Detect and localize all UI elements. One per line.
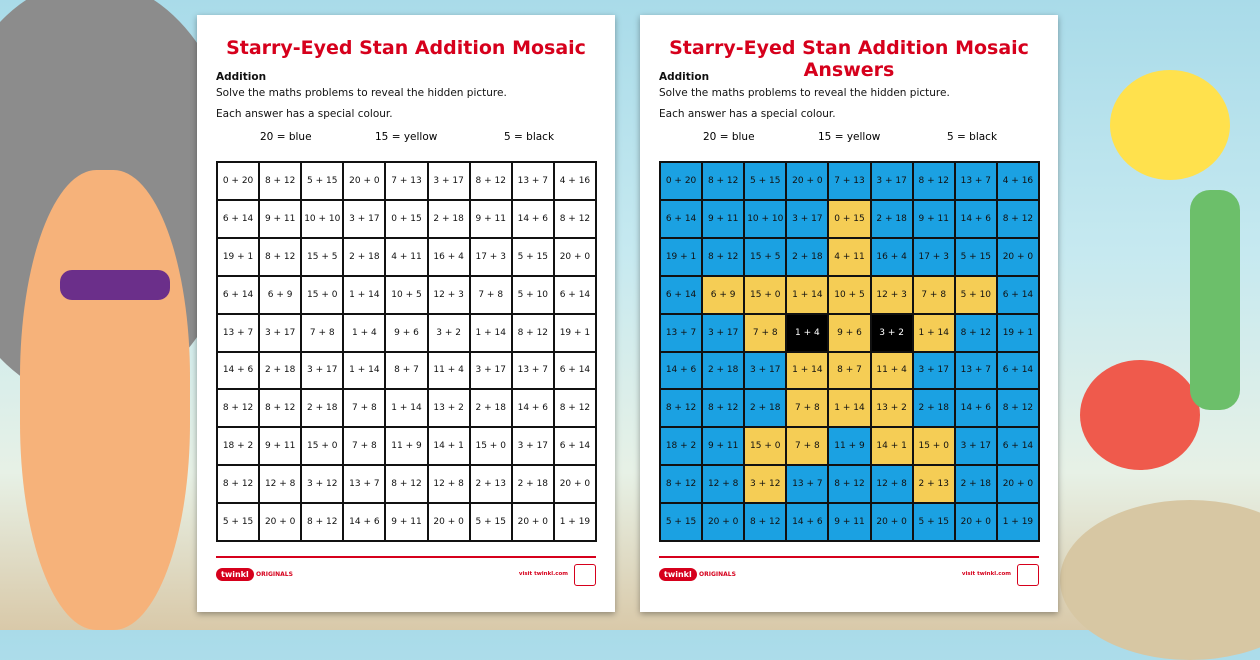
- grid-cell: 16 + 4: [428, 238, 470, 276]
- grid-cell: 3 + 17: [343, 200, 385, 238]
- grid-cell: 8 + 12: [217, 465, 259, 503]
- grid-cell: 12 + 8: [259, 465, 301, 503]
- grid-cell: 8 + 12: [470, 162, 512, 200]
- grid-cell: 19 + 1: [217, 238, 259, 276]
- grid-cell: 8 + 12: [259, 389, 301, 427]
- key-blue: 20 = blue: [260, 131, 312, 143]
- grid-cell: 9 + 6: [828, 314, 870, 352]
- worksheet-page: [197, 15, 615, 612]
- grid-cell: 20 + 0: [554, 465, 596, 503]
- grid-cell: 6 + 14: [660, 276, 702, 314]
- grid-cell: 8 + 12: [913, 162, 955, 200]
- instruction-text: Solve the maths problems to reveal the hidden picture.: [216, 87, 507, 99]
- grid-cell: 8 + 12: [259, 162, 301, 200]
- note-text: Each answer has a special colour.: [659, 108, 836, 120]
- grid-cell: 17 + 3: [913, 238, 955, 276]
- note-text: Each answer has a special colour.: [216, 108, 393, 120]
- grid-cell: 14 + 6: [786, 503, 828, 541]
- grid-cell: 1 + 14: [786, 276, 828, 314]
- key-yellow: 15 = yellow: [375, 131, 438, 143]
- mosaic-grid: [216, 161, 597, 542]
- grid-cell: 13 + 7: [786, 465, 828, 503]
- grid-cell: 8 + 12: [259, 238, 301, 276]
- grid-cell: 8 + 12: [660, 465, 702, 503]
- grid-cell: 9 + 11: [702, 200, 744, 238]
- grid-cell: 13 + 7: [217, 314, 259, 352]
- grid-cell: 18 + 2: [660, 427, 702, 465]
- grid-cell: 15 + 0: [744, 427, 786, 465]
- grid-cell: 2 + 18: [702, 352, 744, 390]
- grid-cell: 10 + 5: [385, 276, 427, 314]
- grid-cell: 6 + 14: [554, 352, 596, 390]
- grid-cell: 13 + 2: [428, 389, 470, 427]
- grid-cell: 6 + 14: [997, 352, 1039, 390]
- twinkl-badge-icon: [574, 564, 596, 586]
- grid-cell: 1 + 14: [385, 389, 427, 427]
- grid-cell: 1 + 4: [343, 314, 385, 352]
- grid-cell: 2 + 18: [259, 352, 301, 390]
- grid-cell: 11 + 9: [385, 427, 427, 465]
- grid-cell: 3 + 12: [744, 465, 786, 503]
- grid-cell: 5 + 15: [660, 503, 702, 541]
- grid-cell: 7 + 13: [828, 162, 870, 200]
- grid-cell: 2 + 18: [343, 238, 385, 276]
- grid-cell: 20 + 0: [512, 503, 554, 541]
- grid-cell: 8 + 12: [997, 200, 1039, 238]
- grid-cell: 7 + 8: [343, 427, 385, 465]
- grid-cell: 6 + 14: [997, 427, 1039, 465]
- grid-cell: 20 + 0: [702, 503, 744, 541]
- grid-cell: 6 + 9: [259, 276, 301, 314]
- background-seaweed: [1190, 190, 1240, 410]
- grid-cell: 20 + 0: [997, 238, 1039, 276]
- grid-cell: 14 + 6: [955, 389, 997, 427]
- grid-cell: 1 + 19: [554, 503, 596, 541]
- background-sunglasses: [60, 270, 170, 300]
- background-coral: [1080, 360, 1200, 470]
- grid-cell: 9 + 6: [385, 314, 427, 352]
- grid-cell: 2 + 13: [913, 465, 955, 503]
- grid-cell: 15 + 0: [301, 427, 343, 465]
- grid-cell: 9 + 11: [259, 200, 301, 238]
- grid-cell: 3 + 17: [259, 314, 301, 352]
- grid-cell: 20 + 0: [871, 503, 913, 541]
- grid-cell: 19 + 1: [660, 238, 702, 276]
- grid-cell: 8 + 12: [554, 389, 596, 427]
- grid-cell: 3 + 2: [428, 314, 470, 352]
- grid-cell: 14 + 6: [660, 352, 702, 390]
- grid-cell: 4 + 11: [385, 238, 427, 276]
- twinkl-logo: twinkl: [216, 568, 254, 581]
- instruction-text: Solve the maths problems to reveal the hidden picture.: [659, 87, 950, 99]
- grid-cell: 8 + 7: [385, 352, 427, 390]
- grid-cell: 18 + 2: [217, 427, 259, 465]
- grid-cell: 12 + 8: [871, 465, 913, 503]
- twinkl-badge-icon: [1017, 564, 1039, 586]
- grid-cell: 8 + 7: [828, 352, 870, 390]
- originals-label: ORIGINALS: [699, 571, 736, 578]
- footer-url: visit twinkl.com: [961, 571, 1011, 577]
- grid-cell: 0 + 20: [660, 162, 702, 200]
- grid-cell: 2 + 18: [470, 389, 512, 427]
- grid-cell: 7 + 8: [913, 276, 955, 314]
- grid-cell: 11 + 4: [428, 352, 470, 390]
- grid-cell: 7 + 8: [343, 389, 385, 427]
- grid-cell: 13 + 7: [955, 162, 997, 200]
- grid-cell: 3 + 17: [955, 427, 997, 465]
- grid-cell: 20 + 0: [955, 503, 997, 541]
- grid-cell: 1 + 14: [343, 352, 385, 390]
- grid-cell: 3 + 12: [301, 465, 343, 503]
- answers-page: [640, 15, 1058, 612]
- grid-cell: 15 + 5: [744, 238, 786, 276]
- grid-cell: 5 + 15: [301, 162, 343, 200]
- grid-cell: 1 + 14: [343, 276, 385, 314]
- grid-cell: 15 + 0: [913, 427, 955, 465]
- grid-cell: 8 + 12: [744, 503, 786, 541]
- grid-cell: 16 + 4: [871, 238, 913, 276]
- grid-cell: 3 + 2: [871, 314, 913, 352]
- grid-cell: 10 + 10: [744, 200, 786, 238]
- footer: [216, 556, 596, 579]
- grid-cell: 2 + 18: [428, 200, 470, 238]
- grid-cell: 0 + 15: [385, 200, 427, 238]
- grid-cell: 19 + 1: [997, 314, 1039, 352]
- grid-cell: 8 + 12: [301, 503, 343, 541]
- grid-cell: 9 + 11: [470, 200, 512, 238]
- grid-cell: 20 + 0: [428, 503, 470, 541]
- grid-cell: 1 + 14: [913, 314, 955, 352]
- grid-cell: 20 + 0: [343, 162, 385, 200]
- grid-cell: 19 + 1: [554, 314, 596, 352]
- grid-cell: 11 + 4: [871, 352, 913, 390]
- grid-cell: 20 + 0: [554, 238, 596, 276]
- grid-cell: 0 + 20: [217, 162, 259, 200]
- grid-cell: 10 + 5: [828, 276, 870, 314]
- grid-cell: 14 + 6: [217, 352, 259, 390]
- grid-cell: 7 + 8: [786, 427, 828, 465]
- grid-cell: 3 + 17: [702, 314, 744, 352]
- grid-cell: 2 + 18: [955, 465, 997, 503]
- grid-cell: 5 + 15: [217, 503, 259, 541]
- grid-cell: 0 + 15: [828, 200, 870, 238]
- grid-cell: 7 + 13: [385, 162, 427, 200]
- grid-cell: 6 + 14: [660, 200, 702, 238]
- grid-cell: 5 + 15: [470, 503, 512, 541]
- footer-url: visit twinkl.com: [518, 571, 568, 577]
- grid-cell: 3 + 17: [512, 427, 554, 465]
- background-sand: [1060, 500, 1260, 660]
- grid-cell: 6 + 9: [702, 276, 744, 314]
- grid-cell: 8 + 12: [702, 238, 744, 276]
- grid-cell: 8 + 12: [217, 389, 259, 427]
- grid-cell: 8 + 12: [660, 389, 702, 427]
- grid-cell: 8 + 12: [702, 389, 744, 427]
- grid-cell: 4 + 16: [554, 162, 596, 200]
- grid-cell: 20 + 0: [786, 162, 828, 200]
- grid-cell: 8 + 12: [702, 162, 744, 200]
- grid-cell: 5 + 15: [744, 162, 786, 200]
- grid-cell: 14 + 6: [955, 200, 997, 238]
- grid-cell: 8 + 12: [828, 465, 870, 503]
- grid-cell: 14 + 1: [871, 427, 913, 465]
- grid-cell: 13 + 7: [512, 352, 554, 390]
- background-fish: [1110, 70, 1230, 180]
- grid-cell: 6 + 14: [217, 200, 259, 238]
- background-starfish-character: [20, 170, 190, 630]
- grid-cell: 3 + 17: [786, 200, 828, 238]
- grid-cell: 14 + 1: [428, 427, 470, 465]
- grid-cell: 13 + 7: [512, 162, 554, 200]
- grid-cell: 5 + 15: [512, 238, 554, 276]
- grid-cell: 2 + 13: [470, 465, 512, 503]
- grid-cell: 8 + 12: [385, 465, 427, 503]
- grid-cell: 8 + 12: [512, 314, 554, 352]
- grid-cell: 9 + 11: [702, 427, 744, 465]
- grid-cell: 15 + 0: [301, 276, 343, 314]
- grid-cell: 13 + 7: [660, 314, 702, 352]
- grid-cell: 12 + 8: [428, 465, 470, 503]
- footer: [659, 556, 1039, 579]
- grid-cell: 10 + 10: [301, 200, 343, 238]
- grid-cell: 2 + 18: [512, 465, 554, 503]
- grid-cell: 2 + 18: [871, 200, 913, 238]
- grid-cell: 9 + 11: [913, 200, 955, 238]
- grid-cell: 7 + 8: [470, 276, 512, 314]
- grid-cell: 3 + 17: [871, 162, 913, 200]
- answer-mosaic-grid: [659, 161, 1040, 542]
- grid-cell: 17 + 3: [470, 238, 512, 276]
- grid-cell: 5 + 10: [512, 276, 554, 314]
- grid-cell: 5 + 15: [913, 503, 955, 541]
- grid-cell: 1 + 4: [786, 314, 828, 352]
- grid-cell: 5 + 15: [955, 238, 997, 276]
- grid-cell: 14 + 6: [512, 200, 554, 238]
- grid-cell: 6 + 14: [554, 427, 596, 465]
- grid-cell: 2 + 18: [913, 389, 955, 427]
- grid-cell: 9 + 11: [259, 427, 301, 465]
- twinkl-logo: twinkl: [659, 568, 697, 581]
- grid-cell: 14 + 6: [343, 503, 385, 541]
- grid-cell: 15 + 0: [470, 427, 512, 465]
- grid-cell: 11 + 9: [828, 427, 870, 465]
- grid-cell: 1 + 14: [786, 352, 828, 390]
- grid-cell: 8 + 12: [554, 200, 596, 238]
- grid-cell: 12 + 3: [871, 276, 913, 314]
- grid-cell: 1 + 14: [470, 314, 512, 352]
- key-black: 5 = black: [947, 131, 998, 143]
- grid-cell: 6 + 14: [997, 276, 1039, 314]
- grid-cell: 2 + 18: [786, 238, 828, 276]
- grid-cell: 12 + 8: [702, 465, 744, 503]
- grid-cell: 4 + 16: [997, 162, 1039, 200]
- grid-cell: 9 + 11: [385, 503, 427, 541]
- grid-cell: 3 + 17: [428, 162, 470, 200]
- key-black: 5 = black: [504, 131, 555, 143]
- grid-cell: 7 + 8: [744, 314, 786, 352]
- grid-cell: 20 + 0: [997, 465, 1039, 503]
- key-yellow: 15 = yellow: [818, 131, 881, 143]
- grid-cell: 1 + 14: [828, 389, 870, 427]
- grid-cell: 13 + 7: [343, 465, 385, 503]
- section-heading: Addition: [659, 71, 710, 83]
- grid-cell: 8 + 12: [955, 314, 997, 352]
- grid-cell: 3 + 17: [301, 352, 343, 390]
- grid-cell: 1 + 19: [997, 503, 1039, 541]
- worksheet-title: Starry-Eyed Stan Addition Mosaic: [226, 37, 586, 59]
- answers-title: Starry-Eyed Stan Addition Mosaic Answers: [669, 37, 1029, 81]
- key-blue: 20 = blue: [703, 131, 755, 143]
- grid-cell: 14 + 6: [512, 389, 554, 427]
- grid-cell: 2 + 18: [744, 389, 786, 427]
- grid-cell: 7 + 8: [786, 389, 828, 427]
- originals-label: ORIGINALS: [256, 571, 293, 578]
- grid-cell: 7 + 8: [301, 314, 343, 352]
- grid-cell: 6 + 14: [217, 276, 259, 314]
- grid-cell: 13 + 2: [871, 389, 913, 427]
- grid-cell: 13 + 7: [955, 352, 997, 390]
- grid-cell: 8 + 12: [997, 389, 1039, 427]
- grid-cell: 3 + 17: [470, 352, 512, 390]
- grid-cell: 15 + 0: [744, 276, 786, 314]
- grid-cell: 5 + 10: [955, 276, 997, 314]
- grid-cell: 15 + 5: [301, 238, 343, 276]
- grid-cell: 3 + 17: [913, 352, 955, 390]
- grid-cell: 2 + 18: [301, 389, 343, 427]
- grid-cell: 4 + 11: [828, 238, 870, 276]
- section-heading: Addition: [216, 71, 267, 83]
- grid-cell: 9 + 11: [828, 503, 870, 541]
- grid-cell: 3 + 17: [744, 352, 786, 390]
- grid-cell: 12 + 3: [428, 276, 470, 314]
- grid-cell: 20 + 0: [259, 503, 301, 541]
- grid-cell: 6 + 14: [554, 276, 596, 314]
